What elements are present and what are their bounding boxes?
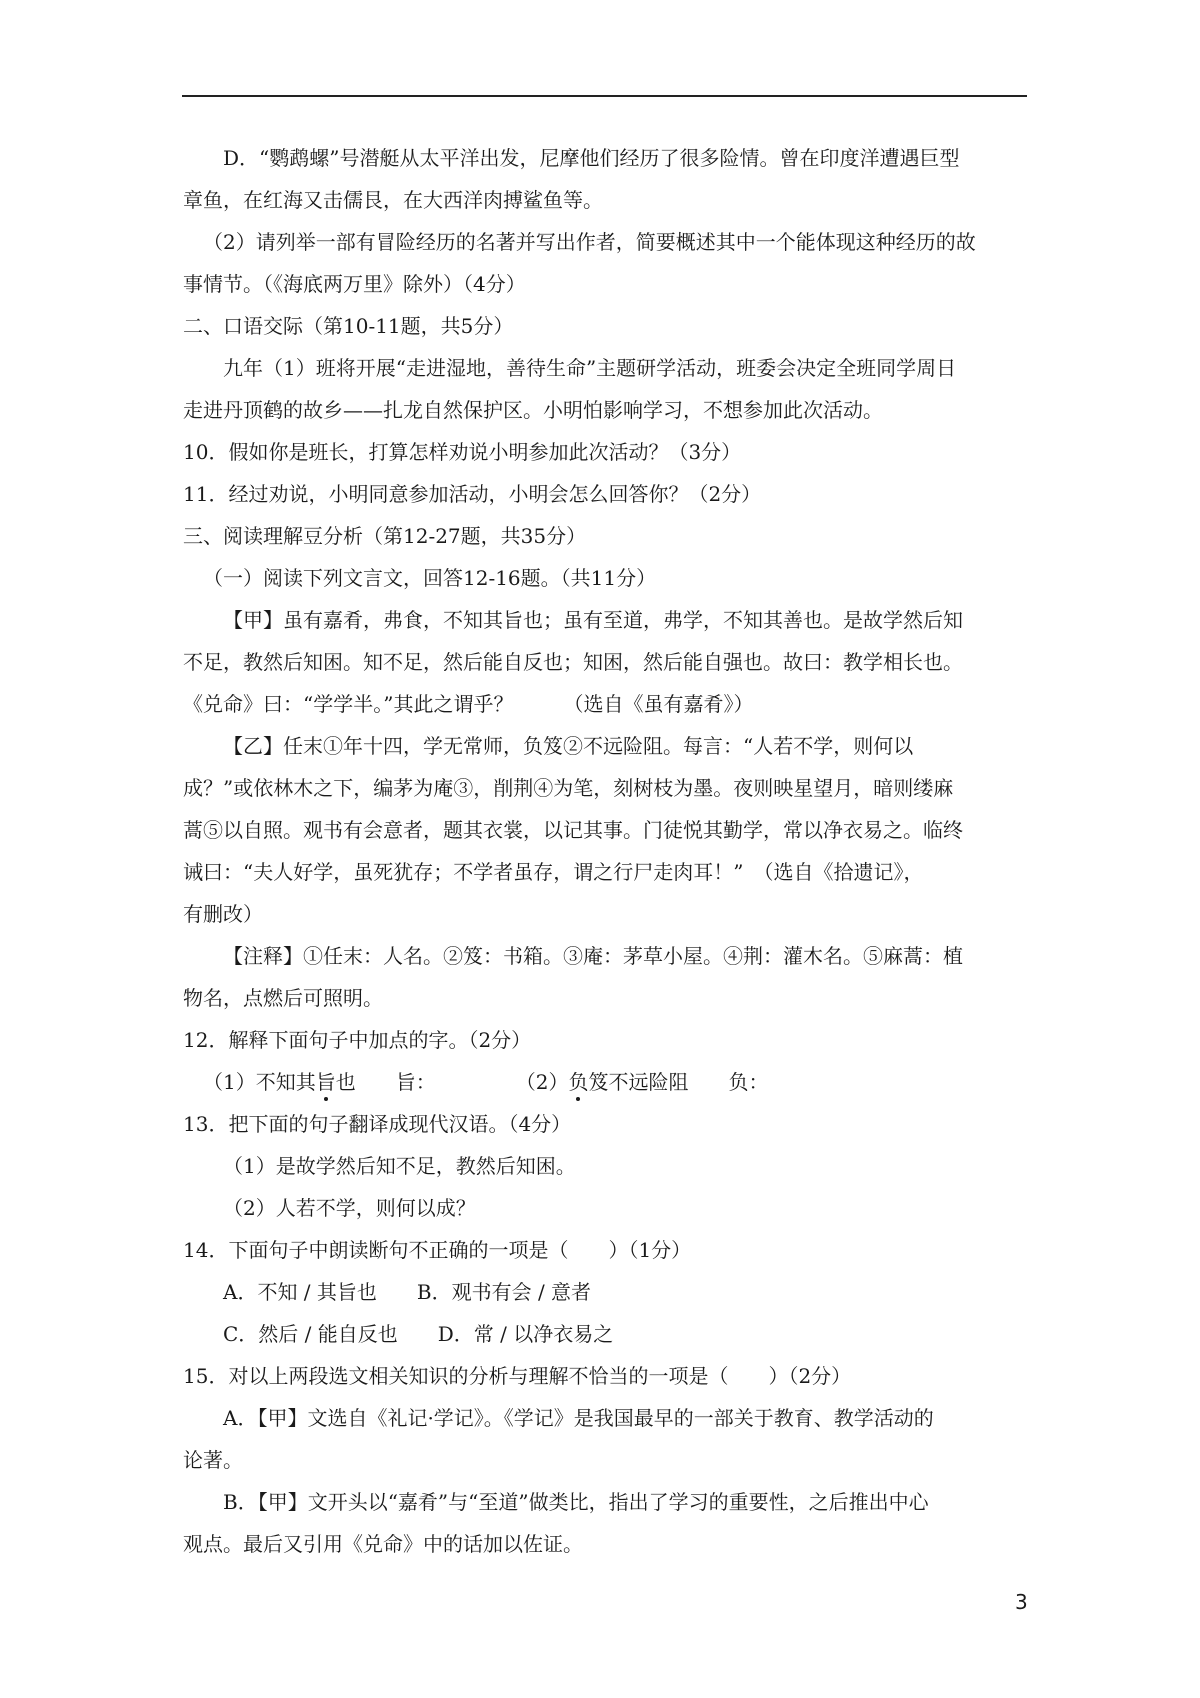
text-line: 不足，教然后知困。知不足，然后能自反也；知困，然后能自强也。故曰：教学相长也。 xyxy=(183,650,963,674)
q12-part2-dotted-char: 负 xyxy=(568,1061,588,1103)
text-line: B．【甲】文开头以“嘉肴”与“至道”做类比，指出了学习的重要性，之后推出中心 xyxy=(223,1490,929,1514)
text-line: 15．对以上两段选文相关知识的分析与理解不恰当的一项是（ ）（2分） xyxy=(183,1364,852,1388)
text-line: （1）是故学然后知不足，教然后知困。 xyxy=(223,1154,576,1178)
text-line: 10．假如你是班长，打算怎样劝说小明参加此次活动？（3分） xyxy=(183,440,742,464)
text-line: 章鱼，在红海又击儒艮，在大西洋肉搏鲨鱼等。 xyxy=(183,188,603,212)
text-block-1 xyxy=(183,137,1026,1061)
text-block-2 xyxy=(183,1103,1026,1565)
text-line: 13．把下面的句子翻译成现代汉语。（4分） xyxy=(183,1112,572,1136)
text-line: 论著。 xyxy=(183,1448,243,1472)
text-line: 观点。最后又引用《兑命》中的话加以佐证。 xyxy=(183,1532,583,1556)
text-line: 蒿⑤以自照。观书有会意者，题其衣裳，以记其事。门徒悦其勤学，常以净衣易之。临终 xyxy=(183,818,963,842)
q12-part2-answer-label: 负： xyxy=(728,1070,769,1094)
text-line: （2）请列举一部有冒险经历的名著并写出作者，简要概述其中一个能体现这种经历的故 xyxy=(203,230,976,254)
text-line: 12．解释下面句子中加点的字。（2分） xyxy=(183,1028,532,1052)
q12-part1-answer-label: 旨： xyxy=(395,1070,436,1094)
q12-part1-prefix: （1）不知其 xyxy=(203,1070,316,1094)
text-line: （2）人若不学，则何以成？ xyxy=(223,1196,476,1220)
text-line: 《兑命》曰：“学学半。”其此之谓乎？ （选自《虽有嘉肴》） xyxy=(183,692,754,716)
text-line: 三、阅读理解豆分析（第12-27题，共35分） xyxy=(183,524,587,548)
text-line: 二、口语交际（第10-11题，共5分） xyxy=(183,314,514,338)
q12-part1-suffix: 也 xyxy=(335,1070,356,1094)
text-line: 【甲】虽有嘉肴，弗食，不知其旨也；虽有至道，弗学，不知其善也。是故学然后知 xyxy=(223,608,963,632)
text-line: 11．经过劝说，小明同意参加活动，小明会怎么回答你？（2分） xyxy=(183,482,762,506)
text-line: 九年（1）班将开展“走进湿地，善待生命”主题研学活动，班委会决定全班同学周日 xyxy=(223,356,957,380)
text-line: C．然后 / 能自反也 D．常 / 以净衣易之 xyxy=(223,1322,614,1346)
q12-part1-dotted-char: 旨 xyxy=(316,1061,336,1103)
text-line: 诫曰：“夫人好学，虽死犹存；不学者虽存，谓之行尸走肉耳！” （选自《拾遗记》， xyxy=(183,860,924,884)
text-line: A．【甲】文选自《礼记·学记》。《学记》是我国最早的一部关于教育、教学活动的 xyxy=(223,1406,934,1430)
text-line: 事情节。（《海底两万里》除外）（4分） xyxy=(183,272,526,296)
page-number: 3 xyxy=(1015,1590,1028,1614)
text-line: 【乙】任末①年十四，学无常师，负笈②不远险阻。每言：“人若不学，则何以 xyxy=(223,734,914,758)
text-line: 14．下面句子中朗读断句不正确的一项是（ ）（1分） xyxy=(183,1238,692,1262)
q12-part2-prefix: （2） xyxy=(515,1070,569,1094)
text-line: 走进丹顶鹤的故乡——扎龙自然保护区。小明怕影响学习，不想参加此次活动。 xyxy=(183,398,883,422)
text-line: （一）阅读下列文言文，回答12-16题。（共11分） xyxy=(203,566,657,590)
header-rule xyxy=(182,95,1027,97)
text-line: 【注释】①任末：人名。②笈：书箱。③庵：茅草小屋。④荆：灌木名。⑤麻蒿：植 xyxy=(223,944,963,968)
document-body xyxy=(183,137,1026,1565)
text-line: 有删改） xyxy=(183,902,263,926)
q12-part2-suffix: 笈不远险阻 xyxy=(588,1070,689,1094)
text-line: 物名，点燃后可照明。 xyxy=(183,986,383,1010)
text-line: D．“鹦鹉螺”号潜艇从太平洋出发，尼摩他们经历了很多险情。曾在印度洋遭遇巨型 xyxy=(223,146,960,170)
text-line: 成？”或依林木之下，编茅为庵③，削荆④为笔，刻树枝为墨。夜则映星望月，暗则缕麻 xyxy=(183,776,954,800)
q12-parts xyxy=(183,1061,1026,1103)
text-line: A．不知 / 其旨也 B．观书有会 / 意者 xyxy=(223,1280,592,1304)
